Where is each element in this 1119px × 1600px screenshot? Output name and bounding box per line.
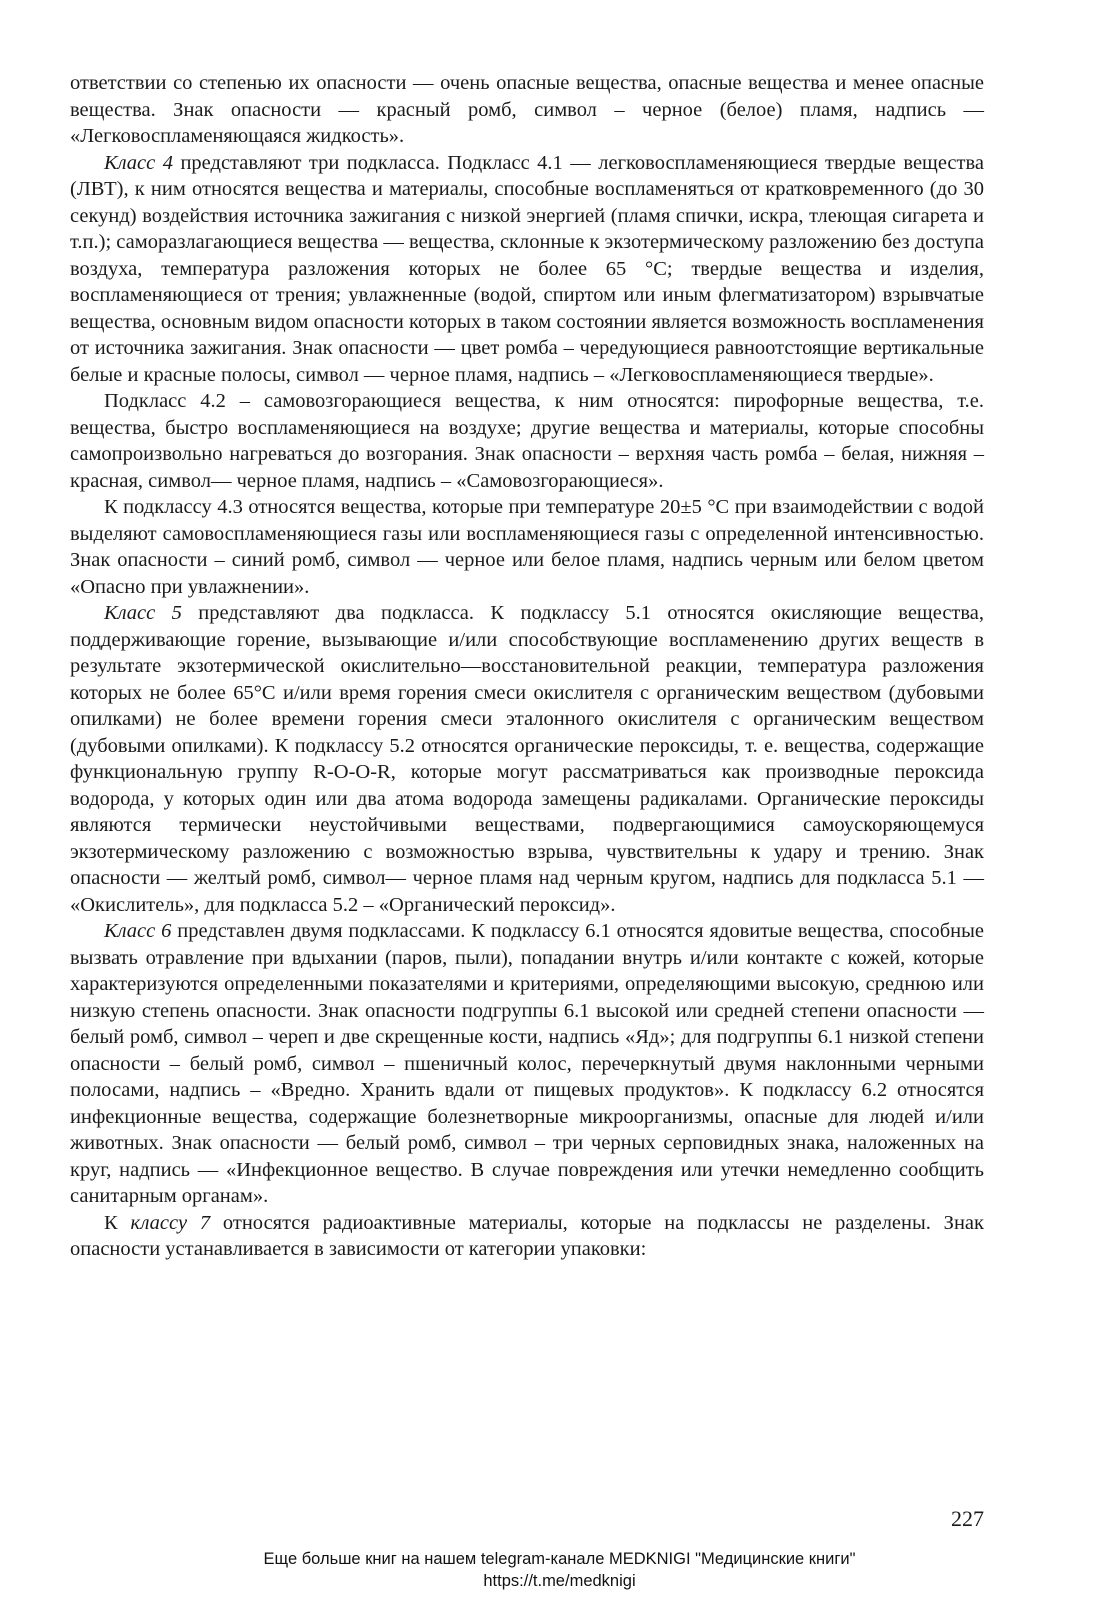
paragraph-lead: Класс 4	[104, 151, 173, 174]
paragraph-lead: Класс 6	[104, 920, 172, 942]
paragraph-text: представляют два подкласса. К подклассу 5.1 относятся окисляющие вещества, поддерживающие горение, вызывающие и/или способствующие воспламенению других веществ в результате экзотермической окислительно—восстановительной реакции, температура разложения которых не более 65°С и/или время горения смеси окислителя с органическим веществом (дубовыми опилками) не более времени горения смеси эталонного окислителя с органическим веществом (дубовыми опилками). К подклассу 5.2 относятся органические пероксиды, т. е. вещества, содержащие функциональную группу R-O-O-R, которые могут рассматриваться как производные пероксида водорода, у которых один или два атома водорода замещены радикалами. Органические пероксиды являются термически неустойчивыми веществами, подвергающимися самоускоряющемуся экзотермическому разложению с возможностью взрыва, чувствительны к удару и трению. Знак опасности — желтый ромб, символ— черное пламя над черным кругом, надпись для подкласса 5.1 — «Окислитель», для подкласса 5.2 – «Органический пероксид».	[70, 602, 985, 916]
paragraph-lead-prefix: К	[104, 1211, 131, 1234]
paragraph-text: Подкласс 4.2 – самовозгорающиеся вещества, к ним относятся: пирофорные вещества, т.е. вещества, быстро воспламеняющиеся на воздухе; другие вещества и материалы, которые способны самопроизвольно нагреваться до возгорания. Знак опасности – верхняя часть ромба – белая, нижняя – красная, символ— черное пламя, надпись – «Самовозгорающиеся».	[70, 390, 984, 492]
paragraph-class3-continued	[70, 70, 984, 150]
paragraph-class4	[70, 150, 984, 389]
paragraph-class7	[70, 1210, 984, 1263]
footer-promo	[0, 1548, 1119, 1592]
footer-promo-text: Еще больше книг на нашем telegram-канале MEDKNIGI "Медицинские книги"	[263, 1550, 856, 1568]
paragraph-text: представлен двумя подклассами. К подклассу 6.1 относятся ядовитые вещества, способные вызвать отравление при вдыхании (паров, пыли), попадании внутрь и/или контакте с кожей, которые характеризуются определенными показателями и критериями, определяющими высокую, среднюю или низкую степень опасности. Знак опасности подгруппы 6.1 высокой или средней степени опасности — белый ромб, символ – череп и две скрещенные кости, надпись «Яд»; для подгруппы 6.1 низкой степени опасности – белый ромб, символ – пшеничный колос, перечеркнутый двумя наклонными черными полосами, надпись – «Вредно. Хранить вдали от пищевых продуктов». К подклассу 6.2 относятся инфекционные вещества, содержащие болезнетворные микроорганизмы, опасные для людей и/или животных. Знак опасности — белый ромб, символ – три черных серповидных знака, наложенных на круг, надпись — «Инфекционное вещество. В случае повреждения или утечки немедленно сообщить санитарным органам».	[70, 920, 984, 1207]
page-body	[70, 70, 984, 1263]
paragraph-subclass-4-3	[70, 494, 984, 600]
paragraph-text: К подклассу 4.3 относятся вещества, которые при температуре 20±5 °С при взаимодействии с водой выделяют самовоспламеняющиеся газы или воспламеняющиеся газы с определенной интенсивностью. Знак опасности – синий ромб, символ — черное или белое пламя, надпись черным или белом цветом «Опасно при увлажнении».	[70, 496, 984, 598]
paragraph-text: ответствии со степенью их опасности — очень опасные вещества, опасные вещества и менее опасные вещества. Знак опасности — красный ромб, символ – черное (белое) пламя, надпись — «Легковоспламеняющаяся жидкость».	[70, 72, 984, 147]
page-number: 227	[951, 1506, 984, 1531]
paragraph-class5	[70, 600, 984, 918]
paragraph-class6	[70, 918, 984, 1210]
paragraph-subclass-4-2	[70, 388, 984, 494]
paragraph-lead: Класс 5	[104, 602, 182, 624]
footer-promo-link[interactable]: https://t.me/medknigi	[483, 1572, 636, 1590]
paragraph-text: представляют три подкласса. Подкласс 4.1 — легковоспламеняющиеся твердые вещества (ЛВТ), к ним относятся вещества и материалы, способные воспламеняться от кратковременного (до 30 секунд) воздействия источника зажигания с низкой энергией (пламя спички, искра, тлеющая сигарета и т.п.); саморазлагающиеся вещества — вещества, склонные к экзотермическому разложению без доступа воздуха, температура разложения которых не более 65 °С; твердые вещества и изделия, воспламеняющиеся от трения; увлажненные (водой, спиртом или иным флегматизатором) взрывчатые вещества, основным видом опасности которых в таком состоянии является возможность воспламенения от источника зажигания. Знак опасности — цвет ромба – чередующиеся равноотстоящие вертикальные белые и красные полосы, символ — черное пламя, надпись – «Легковоспламеняющиеся твердые».	[70, 151, 985, 386]
paragraph-lead: классу 7	[130, 1211, 211, 1234]
paragraph-text: относятся радиоактивные материалы, которые на подклассы не разделены. Знак опасности устанавливается в зависимости от категории упаковки:	[70, 1211, 984, 1260]
